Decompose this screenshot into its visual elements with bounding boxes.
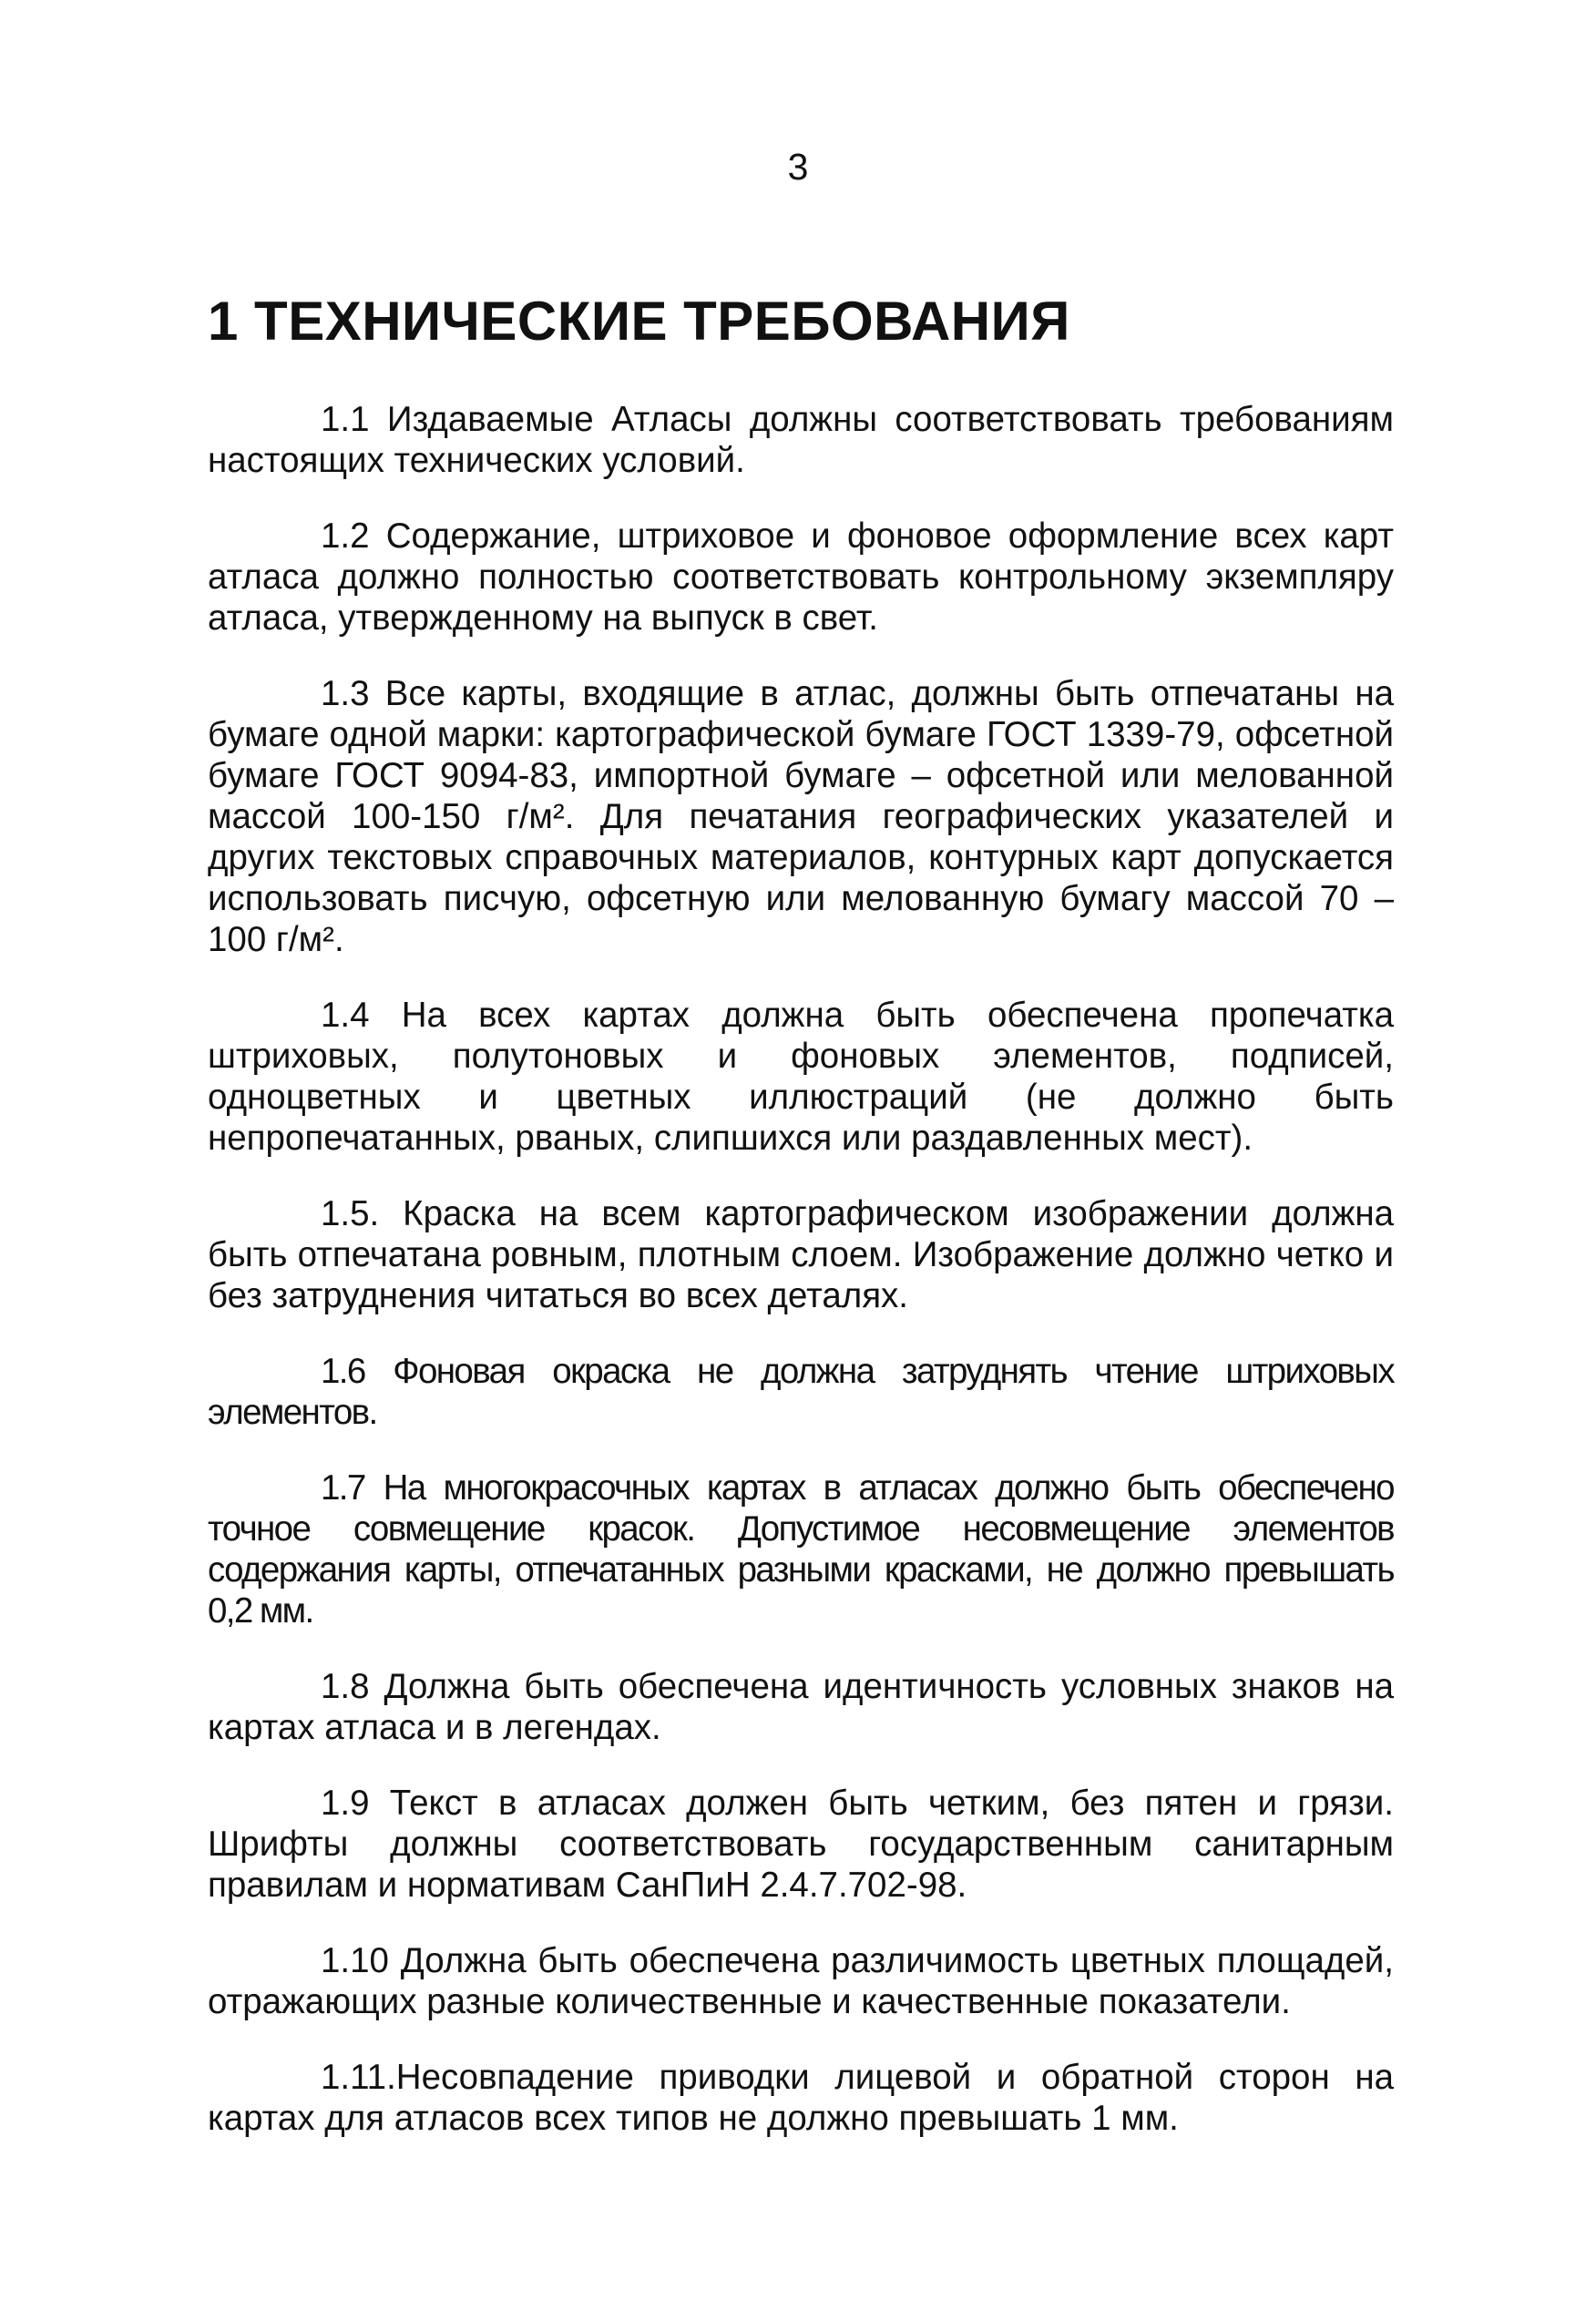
paragraph-1-10: 1.10 Должна быть обеспечена различимость цветных площадей, отражающих разные количественные и качественные показатели. bbox=[208, 1941, 1394, 2021]
section-title: 1 ТЕХНИЧЕСКИЕ ТРЕБОВАНИЯ bbox=[208, 291, 1070, 352]
paragraph-1-2: 1.2 Содержание, штриховое и фоновое оформление всех карт атласа должно полностью соответствовать контрольному экземпляру атласа, утвержденному на выпуск в свет. bbox=[208, 516, 1394, 638]
paragraph-1-9: 1.9 Текст в атласах должен быть четким, без пятен и грязи. Шрифты должны соответствовать государственным санитарным правилам и нормативам СанПиН 2.4.7.702-98. bbox=[208, 1784, 1394, 1905]
body-text bbox=[208, 399, 1394, 2173]
paragraph-1-4: 1.4 На всех картах должна быть обеспечена пропечатка штриховых, полутоновых и фоновых элементов, подписей, одноцветных и цветных иллюстраций (не должно быть непропечатанных, рваных, слипшихся или раздавленных мест). bbox=[208, 996, 1394, 1158]
paragraph-1-3: 1.3 Все карты, входящие в атлас, должны быть отпечатаны на бумаге одной марки: картографической бумаге ГОСТ 1339-79, офсетной бумаге ГОСТ 9094-83, импортной бумаге – офсетной или мелованной массой 100-150 г/м². Для печатания географических указателей и других текстовых справочных материалов, контурных карт допускается использовать писчую, офсетную или мелованную бумагу массой 70 – 100 г/м². bbox=[208, 674, 1394, 959]
paragraph-1-11: 1.11.Несовпадение приводки лицевой и обратной сторон на картах для атласов всех типов не должно превышать 1 мм. bbox=[208, 2058, 1394, 2138]
paragraph-1-8: 1.8 Должна быть обеспечена идентичность условных знаков на картах атласа и в легендах. bbox=[208, 1667, 1394, 1747]
page-number: 3 bbox=[787, 146, 809, 188]
paragraph-1-5: 1.5. Краска на всем картографическом изображении должна быть отпечатана ровным, плотным слоем. Изображение должно четко и без затруднения читаться во всех деталях. bbox=[208, 1194, 1394, 1315]
paragraph-1-7: 1.7 На многокрасочных картах в атласах должно быть обеспечено точное совмещение красок. Допустимое несовмещение элементов содержания карты, отпечатанных разными красками, не должно превышать 0,2 мм. bbox=[208, 1468, 1394, 1631]
paragraph-1-6: 1.6 Фоновая окраска не должна затруднять чтение штриховых элементов. bbox=[208, 1352, 1394, 1432]
paragraph-1-1: 1.1 Издаваемые Атласы должны соответствовать требованиям настоящих технических условий. bbox=[208, 400, 1394, 480]
